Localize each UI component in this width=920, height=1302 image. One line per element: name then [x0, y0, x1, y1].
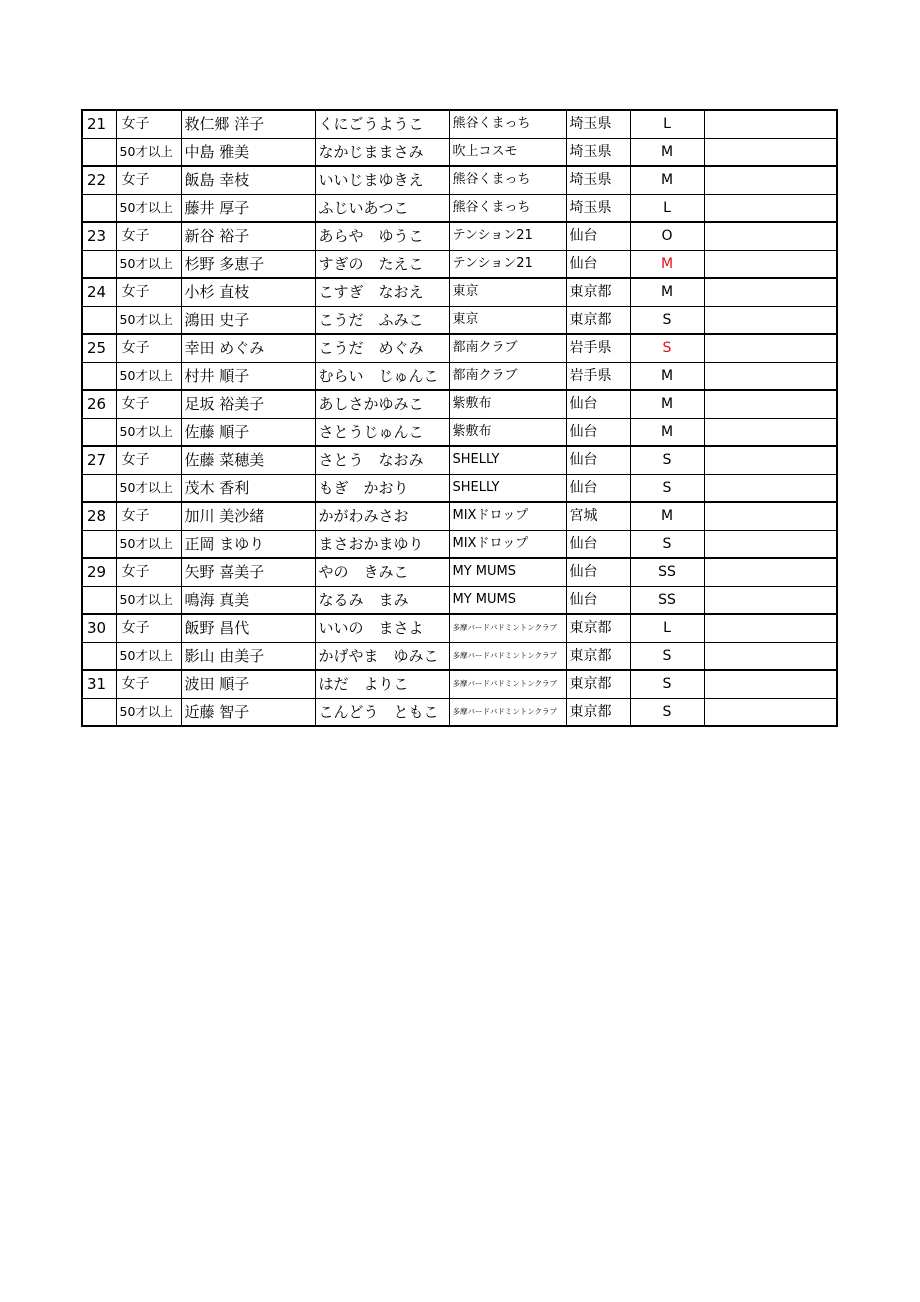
- table-row: [82, 670, 837, 698]
- player-name-cell: 佐藤 菜穂美: [181, 446, 315, 474]
- table-row: [82, 586, 837, 614]
- club-cell: 多摩バードバドミントンクラブ: [449, 670, 566, 698]
- prefecture-cell: 東京都: [566, 306, 630, 334]
- shirt-size-cell: S: [630, 474, 704, 502]
- note-cell: [704, 698, 837, 726]
- pair-number-cell: 28: [82, 502, 116, 530]
- player-name-cell: 佐藤 順子: [181, 418, 315, 446]
- player-kana-cell: あしさかゆみこ: [315, 390, 449, 418]
- club-cell: テンション21: [449, 222, 566, 250]
- player-name-cell: 藤井 厚子: [181, 194, 315, 222]
- table-row: [82, 110, 837, 138]
- shirt-size-cell: M: [630, 250, 704, 278]
- player-kana-cell: あらや ゆうこ: [315, 222, 449, 250]
- table-row: [82, 614, 837, 642]
- club-cell: 紫敷布: [449, 390, 566, 418]
- category-cell: 50才以上: [116, 418, 181, 446]
- player-name-cell: 矢野 喜美子: [181, 558, 315, 586]
- player-name-cell: 茂木 香利: [181, 474, 315, 502]
- prefecture-cell: 仙台: [566, 586, 630, 614]
- prefecture-cell: 埼玉県: [566, 138, 630, 166]
- pair-number-cell: 21: [82, 110, 116, 138]
- category-cell: 女子: [116, 558, 181, 586]
- table-row: [82, 502, 837, 530]
- player-name-cell: 鳴海 真美: [181, 586, 315, 614]
- player-name-cell: 幸田 めぐみ: [181, 334, 315, 362]
- note-cell: [704, 474, 837, 502]
- player-name-cell: 救仁郷 洋子: [181, 110, 315, 138]
- club-cell: 多摩バードバドミントンクラブ: [449, 614, 566, 642]
- table-row: [82, 418, 837, 446]
- table-row: [82, 642, 837, 670]
- player-name-cell: 波田 順子: [181, 670, 315, 698]
- club-cell: 多摩バードバドミントンクラブ: [449, 642, 566, 670]
- category-cell: 女子: [116, 334, 181, 362]
- prefecture-cell: 埼玉県: [566, 166, 630, 194]
- player-kana-cell: もぎ かおり: [315, 474, 449, 502]
- pair-number-cell: [82, 698, 116, 726]
- pair-number-cell: [82, 642, 116, 670]
- shirt-size-cell: M: [630, 166, 704, 194]
- prefecture-cell: 仙台: [566, 418, 630, 446]
- shirt-size-cell: S: [630, 698, 704, 726]
- prefecture-cell: 宮城: [566, 502, 630, 530]
- pair-number-cell: [82, 306, 116, 334]
- player-kana-cell: くにごうようこ: [315, 110, 449, 138]
- player-kana-cell: いいじまゆきえ: [315, 166, 449, 194]
- pair-number-cell: [82, 362, 116, 390]
- pair-number-cell: [82, 586, 116, 614]
- player-kana-cell: いいの まさよ: [315, 614, 449, 642]
- table-row: [82, 334, 837, 362]
- entry-table: [81, 109, 838, 727]
- shirt-size-cell: S: [630, 334, 704, 362]
- category-cell: 50才以上: [116, 250, 181, 278]
- player-name-cell: 飯島 幸枝: [181, 166, 315, 194]
- category-cell: 女子: [116, 614, 181, 642]
- prefecture-cell: 仙台: [566, 222, 630, 250]
- category-cell: 50才以上: [116, 138, 181, 166]
- player-name-cell: 足坂 裕美子: [181, 390, 315, 418]
- player-name-cell: 杉野 多恵子: [181, 250, 315, 278]
- player-kana-cell: はだ よりこ: [315, 670, 449, 698]
- player-kana-cell: さとうじゅんこ: [315, 418, 449, 446]
- note-cell: [704, 110, 837, 138]
- category-cell: 女子: [116, 166, 181, 194]
- category-cell: 50才以上: [116, 194, 181, 222]
- table-row: [82, 698, 837, 726]
- category-cell: 50才以上: [116, 586, 181, 614]
- note-cell: [704, 614, 837, 642]
- player-name-cell: 正岡 まゆり: [181, 530, 315, 558]
- prefecture-cell: 東京都: [566, 698, 630, 726]
- club-cell: MY MUMS: [449, 586, 566, 614]
- pair-number-cell: [82, 474, 116, 502]
- shirt-size-cell: S: [630, 446, 704, 474]
- pair-number-cell: 22: [82, 166, 116, 194]
- table-row: [82, 222, 837, 250]
- player-name-cell: 影山 由美子: [181, 642, 315, 670]
- category-cell: 女子: [116, 390, 181, 418]
- player-kana-cell: こんどう ともこ: [315, 698, 449, 726]
- prefecture-cell: 仙台: [566, 558, 630, 586]
- prefecture-cell: 岩手県: [566, 362, 630, 390]
- table-row: [82, 166, 837, 194]
- shirt-size-cell: M: [630, 418, 704, 446]
- note-cell: [704, 194, 837, 222]
- pair-number-cell: 29: [82, 558, 116, 586]
- prefecture-cell: 仙台: [566, 474, 630, 502]
- club-cell: SHELLY: [449, 474, 566, 502]
- player-kana-cell: こうだ ふみこ: [315, 306, 449, 334]
- player-kana-cell: こうだ めぐみ: [315, 334, 449, 362]
- category-cell: 50才以上: [116, 306, 181, 334]
- prefecture-cell: 東京都: [566, 670, 630, 698]
- table-row: [82, 250, 837, 278]
- note-cell: [704, 138, 837, 166]
- player-name-cell: 飯野 昌代: [181, 614, 315, 642]
- player-kana-cell: すぎの たえこ: [315, 250, 449, 278]
- shirt-size-cell: SS: [630, 586, 704, 614]
- shirt-size-cell: M: [630, 502, 704, 530]
- club-cell: 熊谷くまっち: [449, 110, 566, 138]
- shirt-size-cell: M: [630, 390, 704, 418]
- shirt-size-cell: O: [630, 222, 704, 250]
- note-cell: [704, 502, 837, 530]
- prefecture-cell: 東京都: [566, 614, 630, 642]
- note-cell: [704, 362, 837, 390]
- player-name-cell: 近藤 智子: [181, 698, 315, 726]
- pair-number-cell: 25: [82, 334, 116, 362]
- entry-table-body: [82, 110, 837, 726]
- player-kana-cell: かがわみさお: [315, 502, 449, 530]
- prefecture-cell: 東京都: [566, 278, 630, 306]
- category-cell: 女子: [116, 502, 181, 530]
- prefecture-cell: 仙台: [566, 446, 630, 474]
- category-cell: 女子: [116, 222, 181, 250]
- prefecture-cell: 埼玉県: [566, 194, 630, 222]
- prefecture-cell: 東京都: [566, 642, 630, 670]
- note-cell: [704, 390, 837, 418]
- player-name-cell: 加川 美沙緒: [181, 502, 315, 530]
- note-cell: [704, 670, 837, 698]
- note-cell: [704, 222, 837, 250]
- shirt-size-cell: L: [630, 614, 704, 642]
- player-kana-cell: こすぎ なおえ: [315, 278, 449, 306]
- player-kana-cell: かげやま ゆみこ: [315, 642, 449, 670]
- shirt-size-cell: L: [630, 110, 704, 138]
- note-cell: [704, 334, 837, 362]
- table-row: [82, 474, 837, 502]
- pair-number-cell: 27: [82, 446, 116, 474]
- note-cell: [704, 446, 837, 474]
- table-row: [82, 558, 837, 586]
- player-name-cell: 新谷 裕子: [181, 222, 315, 250]
- category-cell: 50才以上: [116, 642, 181, 670]
- club-cell: 東京: [449, 306, 566, 334]
- table-row: [82, 306, 837, 334]
- note-cell: [704, 586, 837, 614]
- note-cell: [704, 530, 837, 558]
- shirt-size-cell: SS: [630, 558, 704, 586]
- club-cell: 都南クラブ: [449, 362, 566, 390]
- player-kana-cell: なるみ まみ: [315, 586, 449, 614]
- player-kana-cell: なかじままさみ: [315, 138, 449, 166]
- pair-number-cell: 24: [82, 278, 116, 306]
- category-cell: 50才以上: [116, 474, 181, 502]
- prefecture-cell: 仙台: [566, 530, 630, 558]
- player-name-cell: 村井 順子: [181, 362, 315, 390]
- club-cell: 多摩バードバドミントンクラブ: [449, 698, 566, 726]
- player-name-cell: 小杉 直枝: [181, 278, 315, 306]
- prefecture-cell: 埼玉県: [566, 110, 630, 138]
- pair-number-cell: 23: [82, 222, 116, 250]
- table-row: [82, 278, 837, 306]
- shirt-size-cell: M: [630, 138, 704, 166]
- club-cell: 熊谷くまっち: [449, 166, 566, 194]
- club-cell: 紫敷布: [449, 418, 566, 446]
- pair-number-cell: [82, 418, 116, 446]
- shirt-size-cell: S: [630, 306, 704, 334]
- prefecture-cell: 岩手県: [566, 334, 630, 362]
- table-row: [82, 194, 837, 222]
- club-cell: MIXドロップ: [449, 502, 566, 530]
- prefecture-cell: 仙台: [566, 390, 630, 418]
- category-cell: 女子: [116, 446, 181, 474]
- table-row: [82, 138, 837, 166]
- club-cell: SHELLY: [449, 446, 566, 474]
- table-row: [82, 446, 837, 474]
- note-cell: [704, 558, 837, 586]
- category-cell: 50才以上: [116, 362, 181, 390]
- category-cell: 50才以上: [116, 530, 181, 558]
- shirt-size-cell: S: [630, 642, 704, 670]
- note-cell: [704, 306, 837, 334]
- table-row: [82, 390, 837, 418]
- club-cell: 東京: [449, 278, 566, 306]
- category-cell: 女子: [116, 670, 181, 698]
- pair-number-cell: 31: [82, 670, 116, 698]
- club-cell: MY MUMS: [449, 558, 566, 586]
- shirt-size-cell: M: [630, 362, 704, 390]
- shirt-size-cell: M: [630, 278, 704, 306]
- category-cell: 女子: [116, 278, 181, 306]
- player-kana-cell: ふじいあつこ: [315, 194, 449, 222]
- pair-number-cell: 30: [82, 614, 116, 642]
- note-cell: [704, 166, 837, 194]
- player-kana-cell: まさおかまゆり: [315, 530, 449, 558]
- club-cell: テンション21: [449, 250, 566, 278]
- category-cell: 女子: [116, 110, 181, 138]
- pair-number-cell: [82, 530, 116, 558]
- club-cell: 都南クラブ: [449, 334, 566, 362]
- note-cell: [704, 418, 837, 446]
- shirt-size-cell: S: [630, 670, 704, 698]
- player-kana-cell: さとう なおみ: [315, 446, 449, 474]
- note-cell: [704, 250, 837, 278]
- player-kana-cell: むらい じゅんこ: [315, 362, 449, 390]
- club-cell: 熊谷くまっち: [449, 194, 566, 222]
- prefecture-cell: 仙台: [566, 250, 630, 278]
- category-cell: 50才以上: [116, 698, 181, 726]
- player-kana-cell: やの きみこ: [315, 558, 449, 586]
- pair-number-cell: [82, 194, 116, 222]
- pair-number-cell: [82, 138, 116, 166]
- pair-number-cell: [82, 250, 116, 278]
- pair-number-cell: 26: [82, 390, 116, 418]
- shirt-size-cell: S: [630, 530, 704, 558]
- shirt-size-cell: L: [630, 194, 704, 222]
- club-cell: MIXドロップ: [449, 530, 566, 558]
- table-row: [82, 362, 837, 390]
- table-row: [82, 530, 837, 558]
- club-cell: 吹上コスモ: [449, 138, 566, 166]
- note-cell: [704, 278, 837, 306]
- player-name-cell: 中島 雅美: [181, 138, 315, 166]
- player-name-cell: 鴻田 史子: [181, 306, 315, 334]
- note-cell: [704, 642, 837, 670]
